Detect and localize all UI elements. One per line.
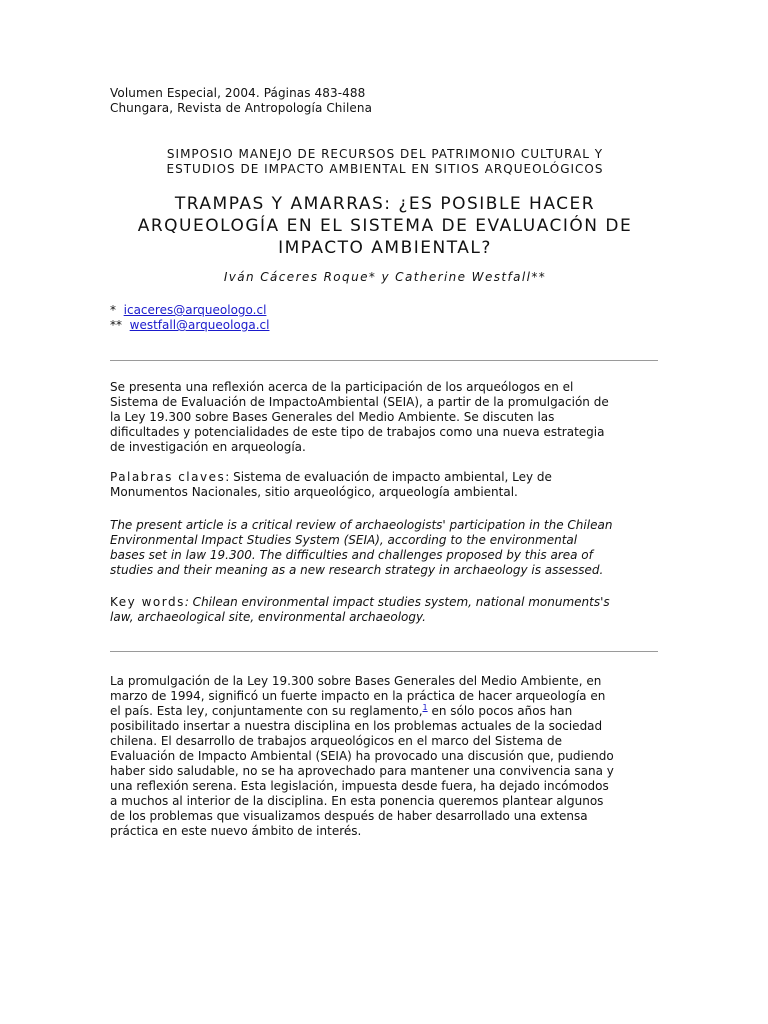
email-row [110,303,660,318]
title-line: IMPACTO AMBIENTAL? [278,238,492,258]
email-mark: ** [110,318,122,332]
email-row [110,318,660,333]
body-line: haber sido saludable, no se ha aprovechado para mantener una convivencia sana y [110,764,614,778]
abstract-line: Environmental Impact Studies System (SEIA), according to the environmental [110,533,578,547]
symposium-line: SIMPOSIO MANEJO DE RECURSOS DEL PATRIMONIO CULTURAL Y [166,147,604,161]
abstract-line: bases set in law 19.300. The difficulties and challenges proposed by this area of [110,548,593,562]
body-line: una reflexión serena. Esta legislación, impuesta desde fuera, ha dejado incómodos [110,779,609,793]
keywords-label: Key words [110,595,185,609]
horizontal-rule [110,651,658,652]
journal-header [110,86,660,116]
author-emails [110,303,660,333]
keywords-spanish [110,470,660,500]
body-line: chilena. El desarrollo de trabajos arqueológicos en el marco del Sistema de [110,734,563,748]
keywords-text: : Chilean environmental impact studies system, national monuments's [184,595,610,609]
body-line: de los problemas que visualizamos después de haber desarrollado una extensa [110,809,588,823]
abstract-line: Sistema de Evaluación de ImpactoAmbiental (SEIA), a partir de la promulgación de [110,395,609,409]
body-text: el país. Esta ley, conjuntamente con su reglamento, [110,704,423,718]
volume-line: Volumen Especial, 2004. Páginas 483-488 [110,86,366,100]
authors-line: Iván Cáceres Roque* y Catherine Westfall** [223,270,547,284]
keywords-line [110,610,660,625]
body-line: a muchos al interior de la disciplina. En esta ponencia queremos plantear algunos [110,794,604,808]
title-line: TRAMPAS Y AMARRAS: ¿ES POSIBLE HACER [174,194,596,214]
keywords-text: : Sistema de evaluación de impacto ambiental, Ley de [225,470,552,484]
body-line: práctica en este nuevo ámbito de interés. [110,824,362,838]
abstract-english [110,518,660,578]
email-mark: * [110,303,116,317]
horizontal-rule [110,360,658,361]
keywords-line [110,595,660,610]
abstract-line: Se presenta una reflexión acerca de la participación de los arqueólogos en el [110,380,574,394]
symposium-line: ESTUDIOS DE IMPACTO AMBIENTAL EN SITIOS ARQUEOLÓGICOS [166,162,604,176]
abstract-line: studies and their meaning as a new research strategy in archaeology is assessed. [110,563,604,577]
body-line: posibilitado insertar a nuestra disciplina en los problemas actuales de la sociedad [110,719,603,733]
body-text: en sólo pocos años han [427,704,573,718]
keywords-english [110,595,660,625]
keywords-text: law, archaeological site, environmental archaeology. [110,610,426,624]
abstract-spanish [110,380,660,455]
body-line [110,704,660,719]
keywords-line: Monumentos Nacionales, sitio arqueológico, arqueología ambiental. [110,485,518,499]
intro-paragraph [110,674,660,839]
email-link-westfall[interactable]: westfall@arqueologa.cl [129,318,270,332]
paper-title [110,193,660,259]
title-line: ARQUEOLOGÍA EN EL SISTEMA DE EVALUACIÓN DE [137,216,633,236]
abstract-line: de investigación en arqueología. [110,440,306,454]
abstract-line: dificultades y potencialidades de este tipo de trabajos como una nueva estrategia [110,425,605,439]
journal-line: Chungara, Revista de Antropología Chilena [110,101,373,115]
symposium-heading [110,147,660,177]
body-line: Evaluación de Impacto Ambiental (SEIA) ha provocado una discusión que, pudiendo [110,749,614,763]
body-line: La promulgación de la Ley 19.300 sobre Bases Generales del Medio Ambiente, en [110,674,602,688]
footnote-link[interactable]: 1 [422,703,428,712]
abstract-line: The present article is a critical review of archaeologists' participation in the Chilean [110,518,613,532]
body-line: marzo de 1994, significó un fuerte impacto en la práctica de hacer arqueología en [110,689,606,703]
keywords-line [110,470,660,485]
email-link-caceres[interactable]: icaceres@arqueologo.cl [123,303,267,317]
keywords-label: Palabras claves [110,470,226,484]
abstract-line: la Ley 19.300 sobre Bases Generales del Medio Ambiente. Se discuten las [110,410,555,424]
